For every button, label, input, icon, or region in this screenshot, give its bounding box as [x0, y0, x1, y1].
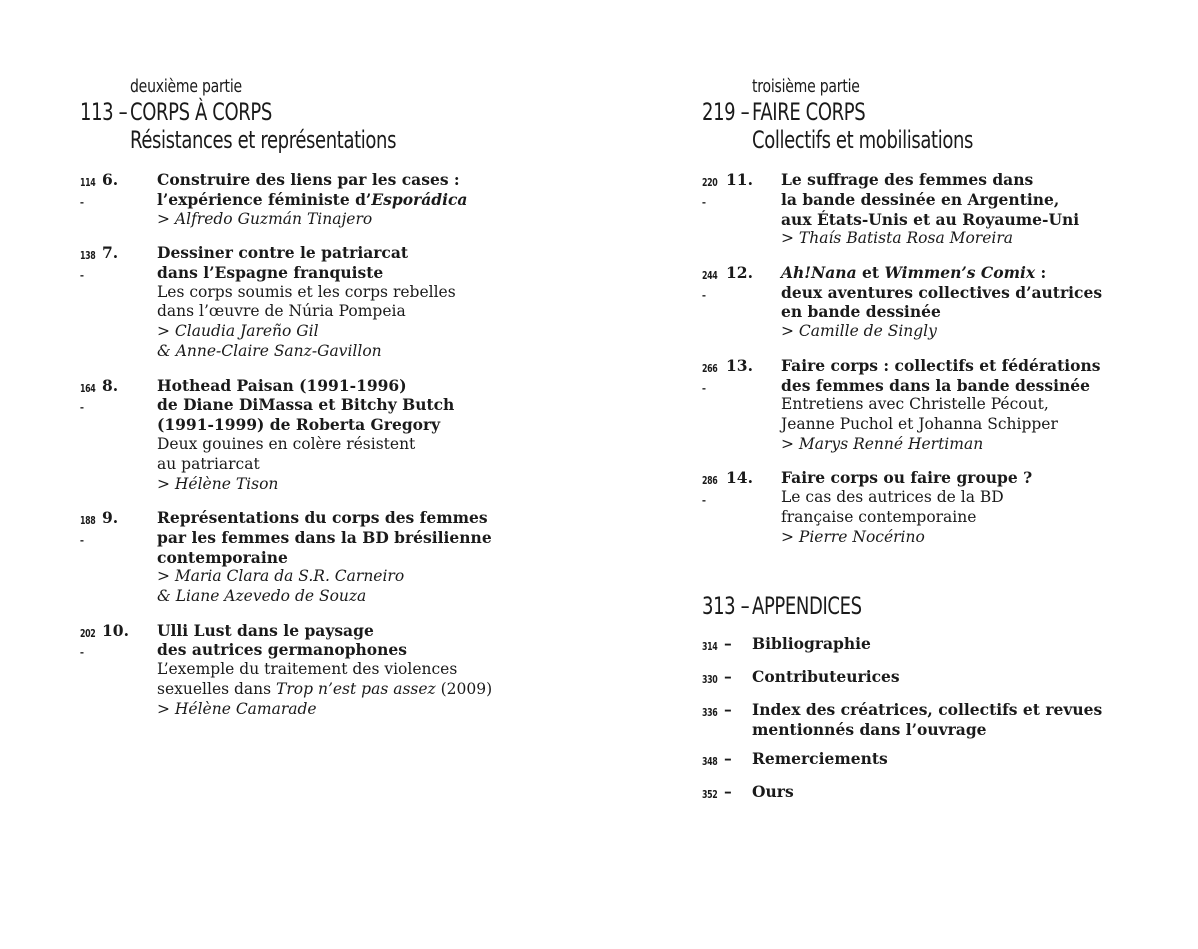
chapter-title-line: l’expérience féministe d’Esporádica: [157, 189, 468, 209]
chapter-title-line: des autrices germanophones: [157, 640, 407, 660]
chapter-subtitle-line: Le cas des autrices de la BD: [781, 488, 1004, 507]
chapter-title-line: Construire des liens par les cases :: [157, 170, 460, 189]
chapter-author: > Marys Renné Hertiman: [781, 434, 984, 453]
chapter-author: > Hélène Camarade: [157, 699, 317, 718]
chapter-author: & Anne-Claire Sanz-Gavillon: [157, 342, 382, 361]
chapter-number: 9.: [102, 508, 119, 528]
appendix-dash: –: [724, 748, 732, 768]
appendix-label: Index des créatrices, collectifs et revues: [752, 699, 1103, 719]
part-subtitle: Résistances et représentations: [130, 126, 397, 154]
part-page-number: 219 –: [702, 98, 750, 126]
appendix-dash: –: [724, 633, 732, 653]
appendices-title: APPENDICES: [752, 591, 862, 620]
chapter-title-line: aux États-Unis et au Royaume-Uni: [781, 209, 1080, 229]
toc-part-two: [80, 76, 600, 733]
appendix-page: 330: [702, 673, 718, 686]
chapter-author: > Alfredo Guzmán Tinajero: [157, 209, 373, 228]
chapter-entry[interactable]: [80, 508, 600, 607]
chapter-author: > Pierre Nocérino: [781, 527, 925, 546]
chapter-list: [80, 170, 600, 720]
appendix-label: Ours: [752, 782, 794, 802]
chapter-title-line: Ulli Lust dans le paysage: [157, 620, 374, 640]
chapter-page: 266 –: [702, 362, 718, 395]
appendix-item[interactable]: [702, 700, 1182, 740]
chapter-title-line: de Diane DiMassa et Bitchy Butch: [157, 395, 455, 415]
chapter-entry[interactable]: [80, 621, 600, 720]
chapter-page: 286 –: [702, 475, 718, 508]
appendix-label: Contributeurices: [752, 666, 900, 686]
chapter-entry[interactable]: [80, 170, 600, 229]
chapter-title-line: Hothead Paisan (1991-1996): [157, 375, 407, 395]
chapter-subtitle-line: Entretiens avec Christelle Pécout,: [781, 395, 1049, 414]
chapter-entry[interactable]: [702, 263, 1182, 342]
appendix-page: 348: [702, 755, 718, 768]
chapter-title-line: Dessiner contre le patriarcat: [157, 243, 409, 263]
chapter-title-line: Faire corps ou faire groupe ?: [781, 468, 1033, 488]
appendix-dash: –: [724, 666, 732, 686]
chapter-title-line: Représentations du corps des femmes: [157, 508, 488, 528]
part-title: CORPS À CORPS: [130, 98, 272, 126]
chapter-title-line: contemporaine: [157, 547, 288, 567]
chapter-page: 138 –: [80, 250, 96, 282]
chapter-title-line: Ah!Nana et Wimmen’s Comix :: [781, 262, 1047, 282]
chapter-author: > Thaís Batista Rosa Moreira: [781, 229, 1014, 248]
chapter-title-line: par les femmes dans la BD brésilienne: [157, 527, 492, 547]
chapter-title-line: la bande dessinée en Argentine,: [781, 189, 1060, 209]
appendix-page: 352: [702, 789, 718, 802]
appendix-page: 314: [702, 640, 718, 653]
chapter-subtitle-line: au patriarcat: [157, 454, 260, 473]
part-label: troisième partie: [752, 76, 860, 97]
appendix-label: Bibliographie: [752, 633, 871, 653]
chapter-title-line: en bande dessinée: [781, 302, 941, 322]
appendix-page: 336: [702, 706, 718, 719]
chapter-list: [702, 170, 1182, 548]
chapter-title-line: (1991-1999) de Roberta Gregory: [157, 415, 441, 435]
appendices-section: [702, 592, 1182, 806]
part-heading: [80, 98, 600, 126]
chapter-number: 8.: [102, 375, 119, 395]
chapter-entry[interactable]: [702, 356, 1182, 455]
chapter-page: 164 –: [80, 382, 96, 415]
chapter-subtitle-line: Deux gouines en colère résistent: [157, 434, 416, 453]
appendix-item[interactable]: [702, 634, 1182, 658]
chapter-author: & Liane Azevedo de Souza: [157, 587, 367, 606]
part-heading: [702, 98, 1182, 126]
chapter-title-line: Faire corps : collectifs et fédérations: [781, 355, 1101, 375]
chapter-number: 13.: [726, 355, 753, 375]
chapter-subtitle-line: dans l’œuvre de Núria Pompeia: [157, 302, 406, 321]
chapter-subtitle-line: Jeanne Puchol et Johanna Schipper: [781, 415, 1058, 434]
chapter-entry[interactable]: [80, 376, 600, 495]
appendix-item[interactable]: [702, 667, 1182, 691]
chapter-title-line: des femmes dans la bande dessinée: [781, 375, 1091, 395]
chapter-subtitle-line: Les corps soumis et les corps rebelles: [157, 282, 456, 301]
part-title: FAIRE CORPS: [752, 98, 866, 126]
chapter-number: 14.: [726, 468, 753, 488]
appendix-dash: –: [724, 699, 732, 719]
chapter-entry[interactable]: [702, 468, 1182, 547]
appendix-item[interactable]: [702, 749, 1182, 773]
appendices-page: 313 –: [702, 591, 750, 620]
toc-part-three: [702, 76, 1182, 815]
appendix-dash: –: [724, 782, 732, 802]
appendices-list: [702, 634, 1182, 806]
chapter-page: 114 –: [80, 177, 96, 209]
chapter-number: 12.: [726, 262, 753, 282]
chapter-subtitle-line: française contemporaine: [781, 508, 977, 527]
chapter-author: > Claudia Jareño Gil: [157, 322, 319, 341]
chapter-author: > Camille de Singly: [781, 322, 937, 341]
chapter-page: 220 –: [702, 177, 718, 209]
part-subtitle: Collectifs et mobilisations: [752, 126, 974, 154]
chapter-entry[interactable]: [702, 170, 1182, 249]
chapter-title-line: dans l’Espagne franquiste: [157, 262, 384, 282]
appendices-heading: [702, 592, 1182, 620]
chapter-title-line: Le suffrage des femmes dans: [781, 170, 1034, 189]
chapter-number: 7.: [102, 243, 119, 263]
part-page-number: 113 –: [80, 98, 128, 126]
appendix-label: Remerciements: [752, 748, 888, 768]
chapter-page: 202 –: [80, 627, 96, 660]
appendix-item[interactable]: [702, 782, 1182, 806]
chapter-number: 10.: [102, 620, 129, 640]
chapter-page: 188 –: [80, 515, 96, 547]
chapter-author: > Hélène Tison: [157, 474, 279, 493]
chapter-number: 11.: [726, 170, 753, 189]
appendix-label: mentionnés dans l’ouvrage: [752, 719, 987, 739]
chapter-title-line: deux aventures collectives d’autrices: [781, 282, 1103, 302]
part-label: deuxième partie: [130, 76, 242, 97]
chapter-subtitle-line: L’exemple du traitement des violences: [157, 660, 458, 679]
chapter-author: > Maria Clara da S.R. Carneiro: [157, 567, 405, 586]
chapter-number: 6.: [102, 170, 119, 189]
chapter-page: 244 –: [702, 269, 718, 302]
chapter-subtitle-line: sexuelles dans Trop n’est pas assez (2009): [157, 680, 493, 699]
chapter-entry[interactable]: [80, 243, 600, 362]
